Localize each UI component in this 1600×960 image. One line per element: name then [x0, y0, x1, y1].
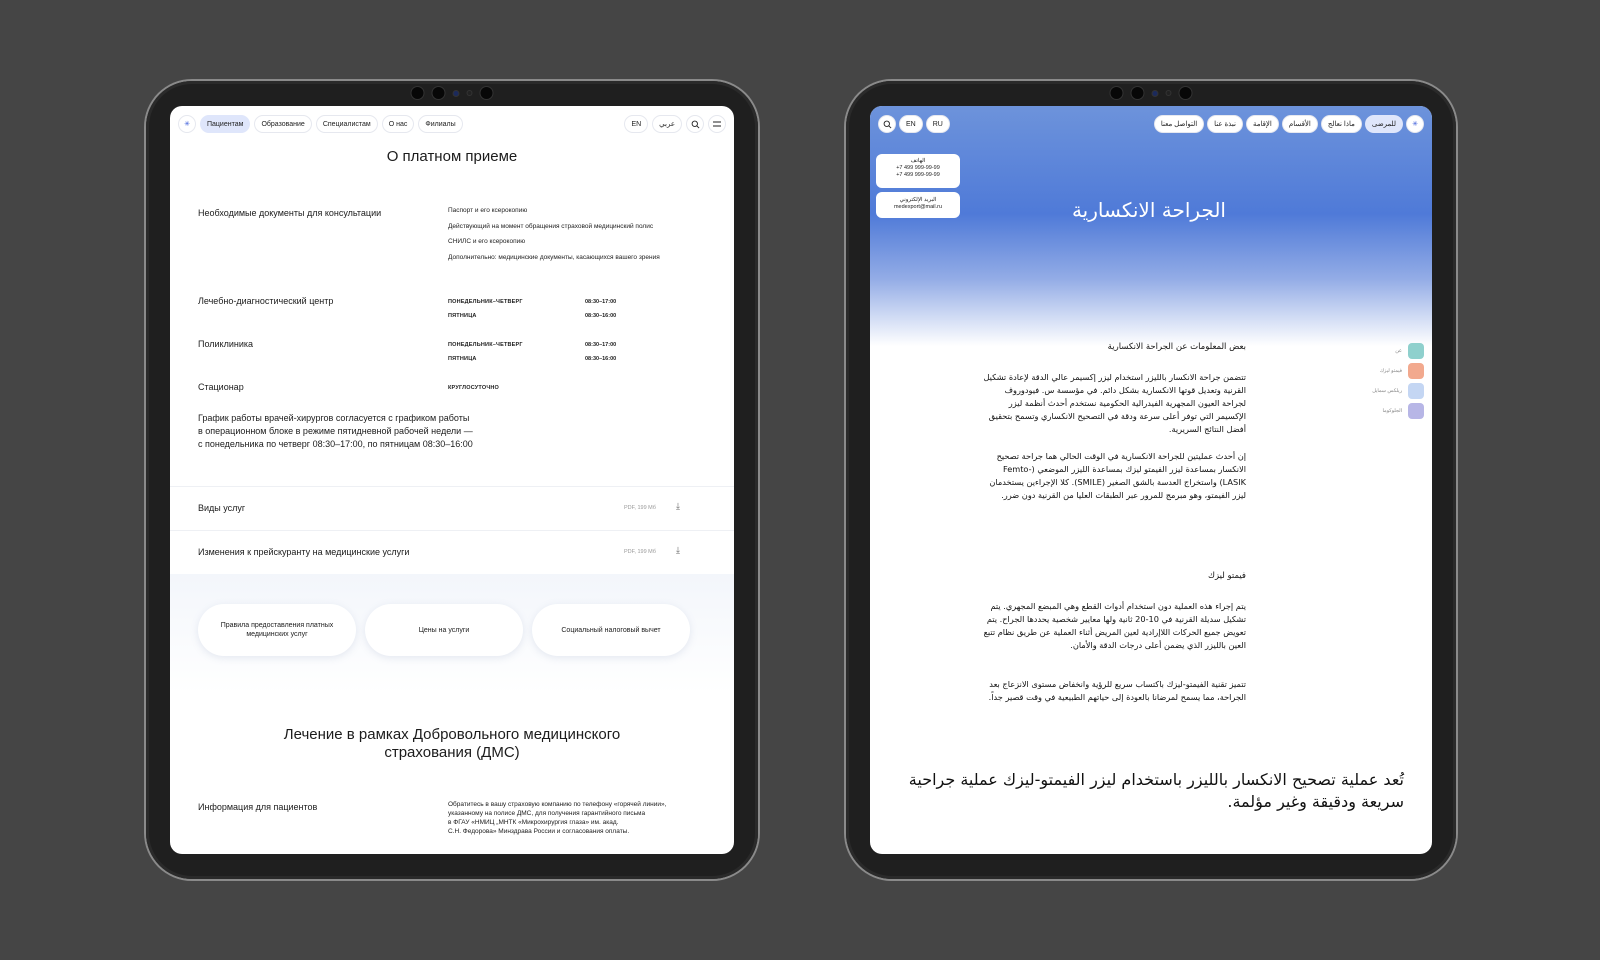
top-nav	[178, 114, 726, 134]
ipad-right	[846, 81, 1456, 879]
screen-right	[870, 106, 1432, 854]
lang-ru-button[interactable]: RU	[926, 115, 950, 133]
lang-ar-button[interactable]: عربي	[652, 115, 682, 133]
tax-deduction-card-button[interactable]: Социальный налоговый вычет	[532, 604, 690, 656]
schedule-day: ПЯТНИЦА	[448, 313, 477, 319]
tab-patients[interactable]: للمرضى	[1365, 115, 1403, 133]
schedule-time: 08:30–16:00	[585, 356, 617, 362]
document-row[interactable]	[170, 486, 734, 531]
camera-bar	[1111, 87, 1192, 99]
tab-about[interactable]: О нас	[382, 115, 415, 133]
page-title: О платном приеме	[386, 148, 518, 165]
color-swatch	[1408, 403, 1424, 419]
document-title: Виды услуг	[198, 503, 246, 513]
tab-treatments[interactable]: ماذا نعالج	[1321, 115, 1362, 133]
prices-card-button[interactable]: Цены на услуги	[365, 604, 523, 656]
info-text: Обратитесь в вашу страховую компанию по телефону «горячей линии», указанному на полисе ДМС, для получения гарантийного письма в ФГАУ «НМИЦ „МНТК «Микрохирургия глаза» им. акад. С.Н. Федорова» Минздрава России и согласования оплаты.	[448, 801, 667, 835]
dms-title: Лечение в рамках Добровольного медицинского страхования (ДМС)	[283, 726, 621, 761]
camera-bar	[412, 87, 493, 99]
schedule-day: ПОНЕДЕЛЬНИК–ЧЕТВЕРГ	[448, 299, 523, 305]
tab-specialists[interactable]: Специалистам	[316, 115, 378, 133]
search-icon[interactable]	[878, 115, 896, 133]
top-nav	[878, 114, 1424, 134]
side-nav-item[interactable]: عن	[1395, 343, 1424, 359]
schedule-day: ПЯТНИЦА	[448, 356, 477, 362]
side-nav-item[interactable]: ريلكس سمايل	[1372, 383, 1424, 399]
paragraph: تتضمن جراحة الانكسار بالليزر استخدام ليزر إكسيمر عالي الدقة لإعادة تشكيل القرنية وتعديل قوتها الانكسارية بشكل دائم. في مؤسسة س. فيودوروف لجراحة العيون المجهرية الفيدرالية الحكومية نستخدم أحدث أنظمة ليزر الإكسيمر التي توفر أعلى سرعة ودقة في التصحيح الانكساري وتسمح بتحقيق أفضل النتائج السريرية.	[983, 372, 1246, 434]
schedule-label: Лечебно-диагностический центр	[198, 296, 334, 306]
document-item: СНИЛС и его ксерокопию	[448, 238, 526, 245]
surgeons-note: График работы врачей-хирургов согласуется с графиком работы в операционном блоке в режиме пятидневной рабочей недели — с понедельника по четверг 08:30–17:00, по пятницам 08:30–16:00	[198, 413, 473, 449]
lang-en-button[interactable]: EN	[624, 115, 648, 133]
logo-icon[interactable]: ✳	[1406, 115, 1424, 133]
rules-card-button[interactable]: Правила предоставления платных медицинских услуг	[198, 604, 356, 656]
tab-departments[interactable]: الأقسام	[1282, 115, 1318, 133]
ipad-left	[146, 81, 758, 879]
tab-about[interactable]: نبذة عنا	[1207, 115, 1243, 133]
document-item: Дополнительно: медицинские документы, касающихся вашего зрения	[448, 254, 660, 261]
schedule-time: 08:30–16:00	[585, 313, 617, 319]
download-icon[interactable]: ⤓	[676, 501, 680, 511]
paragraph: تتميز تقنية الفيمتو-ليزك باكتساب سريع للرؤية وانخفاض مستوى الانزعاج بعد الجراحة، مما يسمح لمرضانا بالعودة إلى حياتهم الطبيعية في وقت قصير جداً.	[988, 679, 1246, 702]
phone-card[interactable]: الهاتف +7 499 999-99-99 +7 499 999-99-99	[876, 154, 960, 188]
color-swatch	[1408, 383, 1424, 399]
side-nav-item[interactable]: الجلوكوما	[1382, 403, 1424, 419]
document-meta: PDF, 199 Мб	[624, 549, 656, 555]
section-heading: بعض المعلومات عن الجراحة الانكسارية	[1107, 342, 1246, 352]
tab-stay[interactable]: الإقامة	[1246, 115, 1279, 133]
schedule-day: ПОНЕДЕЛЬНИК–ЧЕТВЕРГ	[448, 342, 523, 348]
color-swatch	[1408, 363, 1424, 379]
schedule-day: КРУГЛОСУТОЧНО	[448, 385, 500, 391]
document-row[interactable]	[170, 530, 734, 575]
screen-left	[170, 106, 734, 854]
document-item: Действующий на момент обращения страховой медицинский полис	[448, 223, 654, 230]
paragraph: إن أحدث عمليتين للجراحة الانكسارية في الوقت الحالي هما جراحة تصحيح الانكسار بمساعدة ليزر الفيمتو ليزك بمساعدة الليزر الموضعي (Femto-LASIK) واستخراج العدسة بالشق الصغير (SMILE). كلا الإجراءين يستخدمان ليزر الفيمتو، وهو مبرمج للمرور عبر الطبقات العليا من القرنية دون ضرر.	[989, 451, 1246, 500]
schedule-time: 08:30–17:00	[585, 342, 617, 348]
color-swatch	[1408, 343, 1424, 359]
tab-education[interactable]: Образование	[254, 115, 311, 133]
tab-contact[interactable]: التواصل معنا	[1154, 115, 1204, 133]
logo-icon[interactable]: ✳	[178, 115, 196, 133]
hero-banner	[870, 106, 1432, 346]
section-heading: فيمتو ليزك	[1207, 571, 1246, 581]
tab-branches[interactable]: Филиалы	[418, 115, 462, 133]
document-item: Паспорт и его ксерокопию	[448, 207, 528, 214]
hero-title: الجراحة الانكسارية	[1071, 198, 1226, 222]
search-icon[interactable]	[686, 115, 704, 133]
side-nav-item[interactable]: فيمتو ليزك	[1380, 363, 1424, 379]
lang-en-button[interactable]: EN	[899, 115, 923, 133]
schedule-label: Стационар	[198, 382, 244, 392]
document-meta: PDF, 199 Мб	[624, 505, 656, 511]
paragraph: يتم إجراء هذه العملية دون استخدام أدوات القطع وهي المبضع المجهري. يتم تشكيل سديلة القرنية في 10-20 ثانية ولها معايير شخصية يحددها الجراح. يتم تعويض جميع الحركات اللاإرادية لعين المريض أثناء العملية عن طريق نظام تتبع العين بالليزر الذي يضمن أعلى درجات الدقة والأمان.	[983, 601, 1246, 650]
quote: تُعد عملية تصحيح الانكسار بالليزر باستخدام ليزر الفيمتو-ليزك عملية جراحية سريعة ودقيقة وغير مؤلمة.	[908, 770, 1404, 811]
email-card[interactable]: البريد الإلكتروني medexport@mail.ru	[876, 192, 960, 218]
info-label: Информация для пациентов	[198, 802, 318, 812]
schedule-label: Поликлиника	[198, 339, 254, 349]
document-title: Изменения к прейскуранту на медицинские услуги	[198, 547, 410, 557]
documents-label: Необходимые документы для консультации	[198, 208, 382, 218]
schedule-time: 08:30–17:00	[585, 299, 617, 305]
menu-icon[interactable]	[708, 115, 726, 133]
download-icon[interactable]: ⤓	[676, 545, 680, 555]
tab-patients[interactable]: Пациентам	[200, 115, 250, 133]
